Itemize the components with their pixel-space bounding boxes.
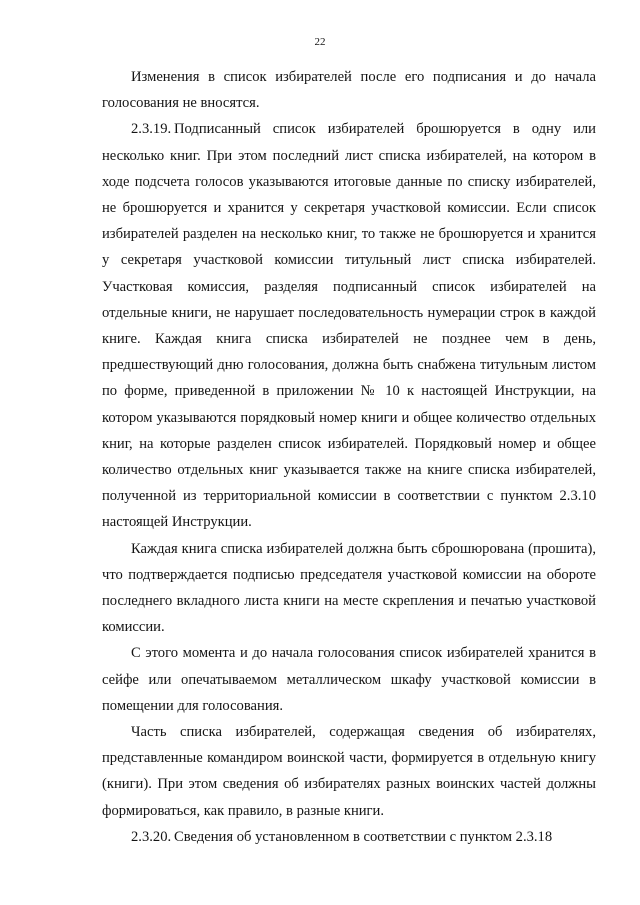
paragraph-text: Каждая книга списка избирателей должна быть сброшюрована (прошита), что подтверждается подписью председателя участковой комиссии на обороте последнего вкладного листа книги на месте скрепления и печатью участковой комиссии. xyxy=(102,540,596,636)
document-body xyxy=(102,64,596,850)
paragraph-2-3-19 xyxy=(102,116,596,535)
paragraph-amendments-note xyxy=(102,64,596,116)
paragraph-2-3-20 xyxy=(102,824,596,850)
page-number: 22 xyxy=(314,36,326,48)
paragraph-book-binding xyxy=(102,536,596,641)
clause-number: 2.3.20. xyxy=(131,828,172,845)
paragraph-storage xyxy=(102,640,596,719)
paragraph-text: Часть списка избирателей, содержащая сведения об избирателях, представленные командиром воинской части, формируется в отдельную книгу (книги). При этом сведения об избирателях разных воинских частей должны формироваться, как правило, в разные книги. xyxy=(102,724,596,819)
paragraph-text: С этого момента и до начала голосования список избирателей хранится в сейфе или опечатываемом металлическом шкафу участковой комиссии в помещении для голосования. xyxy=(102,645,596,714)
paragraph-text: Сведения об установленном в соответствии с пунктом 2.3.18 xyxy=(174,828,553,845)
paragraph-text: Подписанный список избирателей брошюруется в одну или несколько книг. При этом последний лист списка избирателей, на котором в ходе подсчета голосов указываются итоговые данные по списку избирателей, не брошюруется и хранится у секретаря участковой комиссии. Если список избирателей разделен на несколько книг, то также не брошюруется и хранится у секретаря участковой комиссии титульный лист списка избирателей. Участковая комиссия, разделяя подписанный список избирателей на отдельные книги, не нарушает последовательность нумерации строк в каждой книге. Каждая книга списка избирателей не позднее чем в день, предшествующий дню голосования, должна быть снабжена титульным листом по форме, приведенной в приложении № 10 к настоящей Инструкции, на котором указываются порядковый номер книги и общее количество отдельных книг, на которые разделен список избирателей. Порядковый номер и общее количество отдельных книг указывается также на книге списка избирателей, полученной из территориальной комиссии в соответствии с пунктом 2.3.10 настоящей Инструкции. xyxy=(102,121,596,531)
paragraph-text: Изменения в список избирателей после его подписания и до начала голосования не вносятся. xyxy=(102,69,596,112)
clause-number: 2.3.19. xyxy=(131,121,172,138)
paragraph-military-units xyxy=(102,719,596,824)
